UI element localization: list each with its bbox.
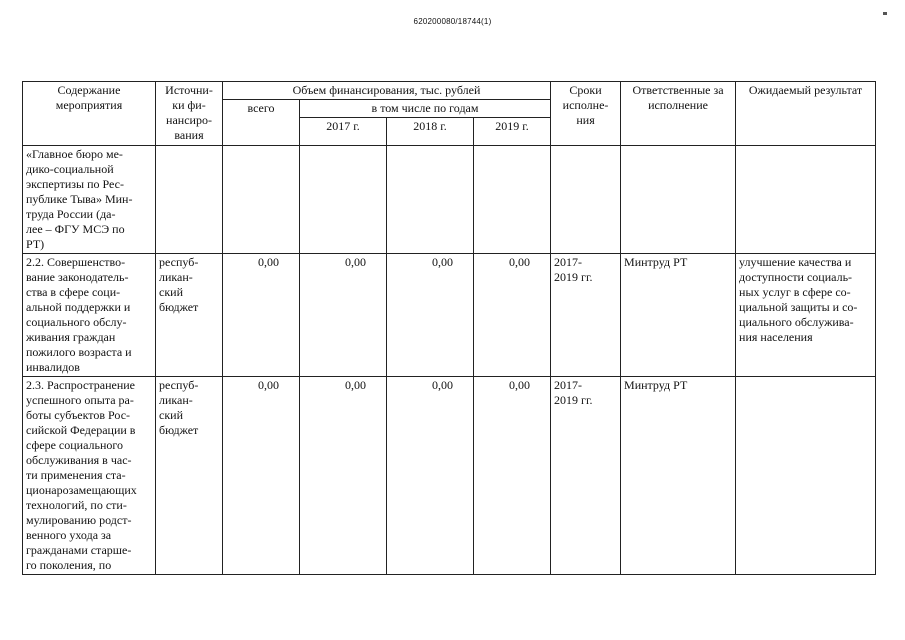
cell-responsible: Минтруд РТ [621,377,736,575]
cell-content: 2.2. Совершенство- вание законодатель- ства в сфере соци- альной поддержки и социального обслу- живания граждан пожилого возраста и инвалидов [23,254,156,377]
cell-2018: 0,00 [387,377,474,575]
cell-2017 [300,146,387,254]
cell-total [223,146,300,254]
col-header-funding: Объем финансирования, тыс. рублей [223,82,551,100]
table-row [23,254,876,377]
cell-2017: 0,00 [300,254,387,377]
cell-responsible [621,146,736,254]
cell-2018: 0,00 [387,254,474,377]
col-header-2019: 2019 г. [474,118,551,146]
col-header-responsible: Ответственные за исполнение [621,82,736,146]
funding-table [22,81,876,575]
col-header-total: всего [223,100,300,146]
cell-total: 0,00 [223,377,300,575]
cell-result: улучшение качества и доступности социаль- ных услуг в сфере со- циальной защиты и со- циального обслужива- ния населения [736,254,876,377]
cell-result [736,146,876,254]
col-header-by-years: в том числе по годам [300,100,551,118]
cell-content: «Главное бюро ме- дико-социальной экспертизы по Рес- публике Тыва» Мин- труда России (да- лее – ФГУ МСЭ по РТ) [23,146,156,254]
cell-2019: 0,00 [474,254,551,377]
cell-responsible: Минтруд РТ [621,254,736,377]
cell-deadline: 2017- 2019 гг. [551,377,621,575]
cell-source: респуб- ликан- ский бюджет [156,254,223,377]
cell-content: 2.3. Распространение успешного опыта ра- боты субъектов Рос- сийской Федерации в сфере социального обслуживания в час- ти применения ста- ционарозамещающих технологий, по сти- мулированию родст- венного ухода за гражданами старше- го поколения, по [23,377,156,575]
cell-2019: 0,00 [474,377,551,575]
page-mark [883,12,887,15]
cell-2018 [387,146,474,254]
col-header-sources: Источни- ки фи- нансиро- вания [156,82,223,146]
col-header-result: Ожидаемый результат [736,82,876,146]
cell-total: 0,00 [223,254,300,377]
col-header-2018: 2018 г. [387,118,474,146]
cell-source [156,146,223,254]
table-row [23,146,876,254]
cell-deadline: 2017- 2019 гг. [551,254,621,377]
cell-deadline [551,146,621,254]
table-row [23,377,876,575]
col-header-2017: 2017 г. [300,118,387,146]
cell-source: респуб- ликан- ский бюджет [156,377,223,575]
col-header-deadlines: Сроки исполне- ния [551,82,621,146]
cell-2019 [474,146,551,254]
cell-2017: 0,00 [300,377,387,575]
col-header-content: Содержание мероприятия [23,82,156,146]
document-id: 620200080/18744(1) [413,17,492,26]
header-row-1 [23,82,876,100]
cell-result [736,377,876,575]
